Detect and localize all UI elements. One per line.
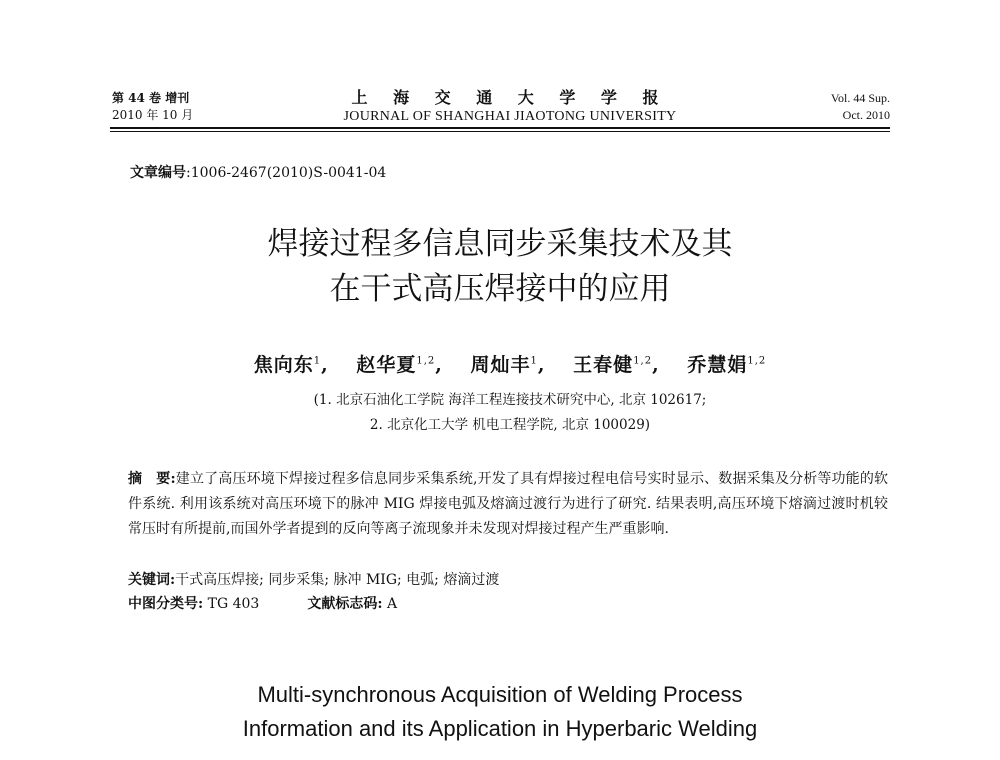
header-rule-thin — [110, 131, 890, 132]
article-number-value: :1006-2467(2010)S-0041-04 — [186, 165, 387, 181]
author-affil-mark: 1 — [313, 355, 322, 367]
author — [254, 354, 329, 376]
author-affil-mark: 1,2 — [747, 355, 767, 367]
author-name: 王春健 — [573, 354, 634, 376]
journal-name-cn: 上 海 交 通 大 学 学 报 — [351, 88, 669, 107]
abstract — [128, 467, 888, 542]
keywords — [128, 568, 888, 592]
classification — [128, 592, 888, 616]
author-name: 赵华夏 — [356, 354, 417, 376]
english-title-line2: Information and its Application in Hyperbaric Welding — [242, 716, 758, 741]
issue-info — [112, 90, 193, 124]
paper-title — [150, 222, 850, 312]
english-title-line1: Multi-synchronous Acquisition of Welding Process — [257, 682, 743, 707]
english-title — [100, 678, 900, 746]
clc-label: 中图分类号: — [128, 596, 204, 612]
author-separator: , — [652, 354, 660, 376]
author-list — [150, 350, 870, 377]
journal-name — [300, 88, 720, 126]
author — [471, 354, 546, 376]
journal-name-en: JOURNAL OF SHANGHAI JIAOTONG UNIVERSITY — [343, 109, 677, 124]
keywords-text: 干式高压焊接; 同步采集; 脉冲 MIG; 电弧; 熔滴过渡 — [175, 572, 500, 588]
clc-value: TG 403 — [207, 596, 260, 612]
affiliations — [150, 388, 870, 438]
author — [356, 354, 443, 376]
issue-date-en: Oct. 2010 — [842, 108, 890, 122]
volume-issue-en: Vol. 44 Sup. — [830, 91, 890, 105]
author-affil-mark: 1,2 — [416, 355, 436, 367]
abstract-text: 建立了高压环境下焊接过程多信息同步采集系统,开发了具有焊接过程电信号实时显示、数据采集及分析等功能的软件系统. 利用该系统对高压环境下的脉冲 MIG 焊接电弧及熔滴过渡行为进行了研究. 结果表明,高压环境下熔滴过渡时机较常压时有所提前,而国外学者提到的反向等离子流现象并未发现对焊接过程产生严重影响. — [128, 471, 888, 537]
author — [573, 354, 660, 376]
author-name: 乔慧娟 — [687, 354, 748, 376]
issue-date: 2010 年 10 月 — [112, 108, 194, 122]
author-name: 焦向东 — [253, 354, 314, 376]
affiliation-2: 2. 北京化工大学 机电工程学院, 北京 100029) — [369, 417, 651, 433]
author-separator: , — [321, 354, 329, 376]
article-number-label: 文章编号 — [130, 165, 186, 181]
paper-title-line1: 焊接过程多信息同步采集技术及其 — [267, 226, 733, 262]
affiliation-1: (1. 北京石油化工学院 海洋工程连接技术研究中心, 北京 102617; — [313, 392, 707, 408]
issue-info-en — [831, 90, 890, 124]
volume-issue: 第 44 卷 增刊 — [112, 91, 190, 105]
author-name: 周灿丰 — [470, 354, 531, 376]
doc-code-label: 文献标志码: — [307, 596, 383, 612]
doc-code-value: A — [386, 596, 398, 612]
author-separator: , — [435, 354, 443, 376]
author-affil-mark: 1 — [530, 355, 538, 367]
keywords-label: 关键词: — [128, 572, 176, 588]
author-separator: , — [537, 354, 546, 376]
article-number — [130, 162, 386, 182]
abstract-label: 摘 要: — [128, 471, 176, 487]
author — [687, 354, 766, 376]
header-rule-thick — [110, 127, 890, 129]
author-affil-mark: 1,2 — [633, 355, 653, 367]
paper-title-line2: 在干式高压焊接中的应用 — [329, 271, 671, 307]
